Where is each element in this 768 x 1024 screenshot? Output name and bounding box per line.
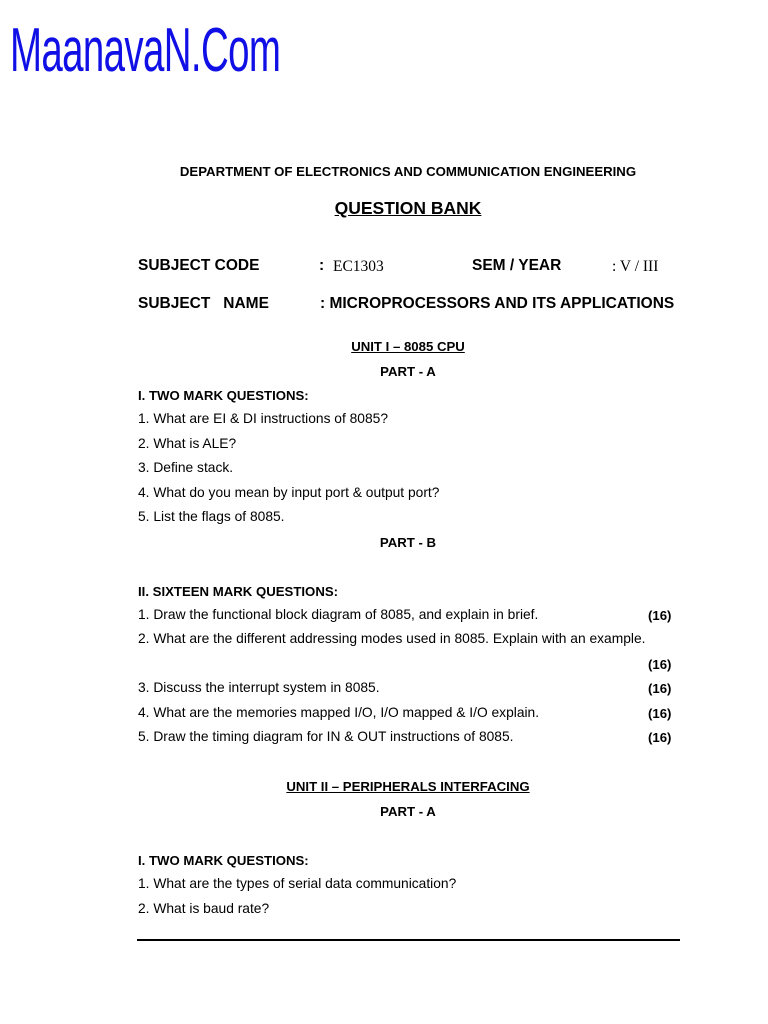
subject-name-label: SUBJECT NAME [138,295,269,312]
list-item: 4. What do you mean by input port & output port? [138,485,440,500]
list-item: 1. What are the types of serial data communication? [138,876,457,891]
subject-code-separator: : [319,257,325,274]
unit1-part-a: PART - A [380,364,436,379]
list-item: 4. What are the memories mapped I/O, I/O mapped & I/O explain. [138,705,540,720]
marks-label: (16) [648,706,672,721]
unit1-sixteen-mark-heading: II. SIXTEEN MARK QUESTIONS: [138,584,339,599]
list-item: 3. Discuss the interrupt system in 8085. [138,680,380,695]
list-item: 1. What are EI & DI instructions of 8085? [138,411,389,426]
list-item: 2. What is ALE? [138,436,237,451]
department-heading: DEPARTMENT OF ELECTRONICS AND COMMUNICATION ENGINEERING [179,164,637,179]
unit2-two-mark-heading: I. TWO MARK QUESTIONS: [138,853,309,868]
site-logo: MaanavaN.Com [10,16,281,85]
list-item: 5. List the flags of 8085. [138,509,285,524]
marks-label: (16) [648,730,672,745]
list-item: 2. What are the different addressing modes used in 8085. Explain with an example. [138,631,646,646]
subject-code-value: EC1303 [333,258,384,275]
unit1-part-b: PART - B [379,535,437,550]
marks-label: (16) [648,608,672,623]
list-item: 3. Define stack. [138,460,234,475]
unit1-title: UNIT I – 8085 CPU [351,339,465,354]
sem-year-label: SEM / YEAR [472,257,562,274]
sem-year-value: : V / III [612,258,659,275]
footer-divider [137,939,680,941]
list-item: 2. What is baud rate? [138,901,270,916]
list-item: 1. Draw the functional block diagram of 8085, and explain in brief. [138,607,539,622]
list-item: 5. Draw the timing diagram for IN & OUT instructions of 8085. [138,729,514,744]
unit2-part-a: PART - A [380,804,436,819]
marks-label: (16) [648,657,672,672]
marks-label: (16) [648,681,672,696]
subject-code-label: SUBJECT CODE [138,257,260,274]
subject-name-value: : MICROPROCESSORS AND ITS APPLICATIONS [320,295,675,312]
document-title: QUESTION BANK [334,198,482,218]
unit2-title: UNIT II – PERIPHERALS INTERFACING [286,779,530,794]
unit1-two-mark-heading: I. TWO MARK QUESTIONS: [138,388,309,403]
